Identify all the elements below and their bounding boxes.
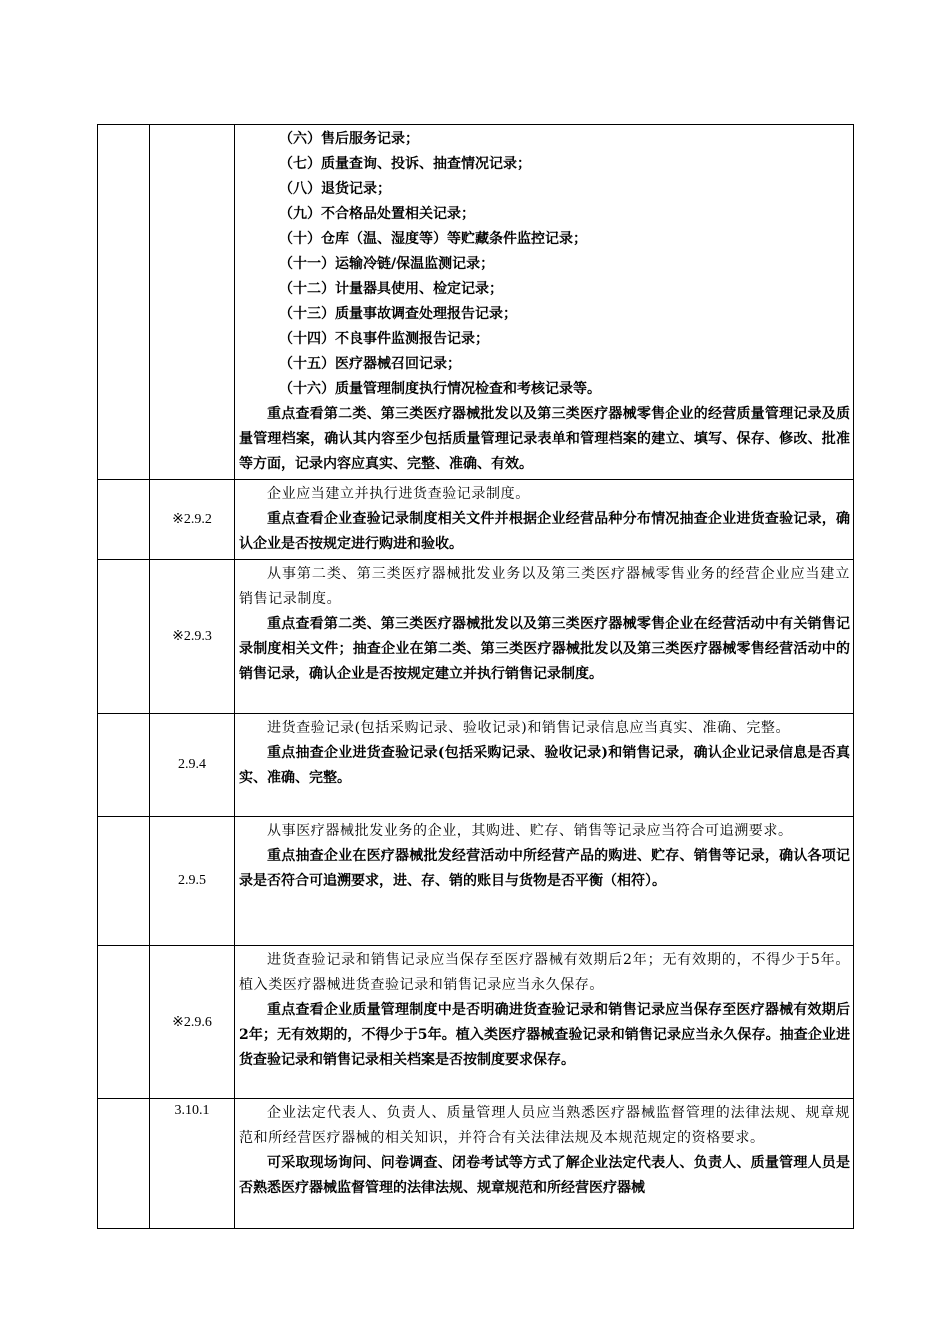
category-cell: [98, 560, 150, 714]
inspection-method-text: 重点查看企业查验记录制度相关文件并根据企业经营品种分布情况抽查企业进货查验记录，确认企业是否按规定进行购进和验收。: [239, 511, 850, 552]
content-cell: [235, 560, 854, 714]
inspection-method-text: 重点查看企业质量管理制度中是否明确进货查验记录和销售记录应当保存至医疗器械有效期后2年；无有效期的，不得少于5年。植入类医疗器械查验记录和销售记录应当永久保存。抽查企业进货查验记录和销售记录相关档案是否按制度要求保存。: [239, 1002, 850, 1068]
content-cell: [235, 125, 854, 480]
table-row: [98, 946, 854, 1099]
requirement-text: 进货查验记录和销售记录应当保存至医疗器械有效期后2年；无有效期的，不得少于5年。植入类医疗器械进货查验记录和销售记录应当永久保存。: [239, 952, 850, 993]
item-code-cell: 3.10.1: [150, 1099, 235, 1229]
category-cell: [98, 817, 150, 946]
record-list-item: （十二）计量器具使用、检定记录；: [279, 281, 503, 297]
item-code-cell: ※2.9.6: [150, 946, 235, 1099]
record-list-item: （十四）不良事件监测报告记录；: [279, 331, 489, 347]
item-code-cell: 2.9.4: [150, 714, 235, 817]
record-list-item: （六）售后服务记录；: [279, 131, 419, 147]
inspection-standards-table: [97, 124, 854, 1229]
record-list-item: （十一）运输冷链/保温监测记录；: [279, 256, 495, 272]
record-list-item: （十三）质量事故调查处理报告记录；: [279, 306, 517, 322]
item-code-cell: ※2.9.2: [150, 480, 235, 560]
inspection-method-text: 重点查看第二类、第三类医疗器械批发以及第三类医疗器械零售企业在经营活动中有关销售记录制度相关文件；抽查企业在第二类、第三类医疗器械批发以及第三类医疗器械零售经营活动中的销售记录，确认企业是否按规定建立并执行销售记录制度。: [239, 616, 850, 682]
record-list-item: （九）不合格品处置相关记录；: [279, 206, 475, 222]
requirement-text: 进货查验记录(包括采购记录、验收记录)和销售记录信息应当真实、准确、完整。: [267, 720, 791, 736]
requirement-text: 企业应当建立并执行进货查验记录制度。: [267, 486, 530, 502]
table-row: [98, 480, 854, 560]
table-row: [98, 714, 854, 817]
requirement-text: 企业法定代表人、负责人、质量管理人员应当熟悉医疗器械监督管理的法律法规、规章规范和所经营医疗器械的相关知识，并符合有关法律法规及本规范规定的资格要求。: [239, 1105, 850, 1146]
category-cell: [98, 125, 150, 480]
table-row: [98, 1099, 854, 1229]
table-row: [98, 125, 854, 480]
content-cell: [235, 1099, 854, 1229]
record-list-item: （十五）医疗器械召回记录；: [279, 356, 461, 372]
category-cell: [98, 1099, 150, 1229]
content-cell: [235, 946, 854, 1099]
record-list-item: （七）质量查询、投诉、抽查情况记录；: [279, 156, 531, 172]
requirement-text: 从事医疗器械批发业务的企业，其购进、贮存、销售等记录应当符合可追溯要求。: [267, 823, 793, 839]
table-row: [98, 817, 854, 946]
category-cell: [98, 714, 150, 817]
category-cell: [98, 480, 150, 560]
item-code-cell: 2.9.5: [150, 817, 235, 946]
record-list-item: （十）仓库（温、湿度等）等贮藏条件监控记录；: [279, 231, 587, 247]
inspection-method-text: 重点查看第二类、第三类医疗器械批发以及第三类医疗器械零售企业的经营质量管理记录及质量管理档案，确认其内容至少包括质量管理记录表单和管理档案的建立、填写、保存、修改、批准等方面，记录内容应真实、完整、准确、有效。: [239, 406, 850, 472]
table-row: [98, 560, 854, 714]
inspection-method-text: 重点抽查企业在医疗器械批发经营活动中所经营产品的购进、贮存、销售等记录，确认各项记录是否符合可追溯要求，进、存、销的账目与货物是否平衡（相符）。: [239, 848, 850, 889]
content-cell: [235, 714, 854, 817]
item-code-cell: ※2.9.3: [150, 560, 235, 714]
content-cell: [235, 480, 854, 560]
requirement-text: 从事第二类、第三类医疗器械批发业务以及第三类医疗器械零售业务的经营企业应当建立销售记录制度。: [239, 566, 850, 607]
inspection-method-text: 可采取现场询问、问卷调查、闭卷考试等方式了解企业法定代表人、负责人、质量管理人员是否熟悉医疗器械监督管理的法律法规、规章规范和所经营医疗器械: [239, 1155, 850, 1196]
category-cell: [98, 946, 150, 1099]
record-list-item: （十六）质量管理制度执行情况检查和考核记录等。: [279, 381, 601, 397]
item-code-cell: [150, 125, 235, 480]
content-cell: [235, 817, 854, 946]
record-list-item: （八）退货记录；: [279, 181, 391, 197]
inspection-method-text: 重点抽查企业进货查验记录(包括采购记录、验收记录)和销售记录，确认企业记录信息是否真实、准确、完整。: [239, 745, 850, 786]
